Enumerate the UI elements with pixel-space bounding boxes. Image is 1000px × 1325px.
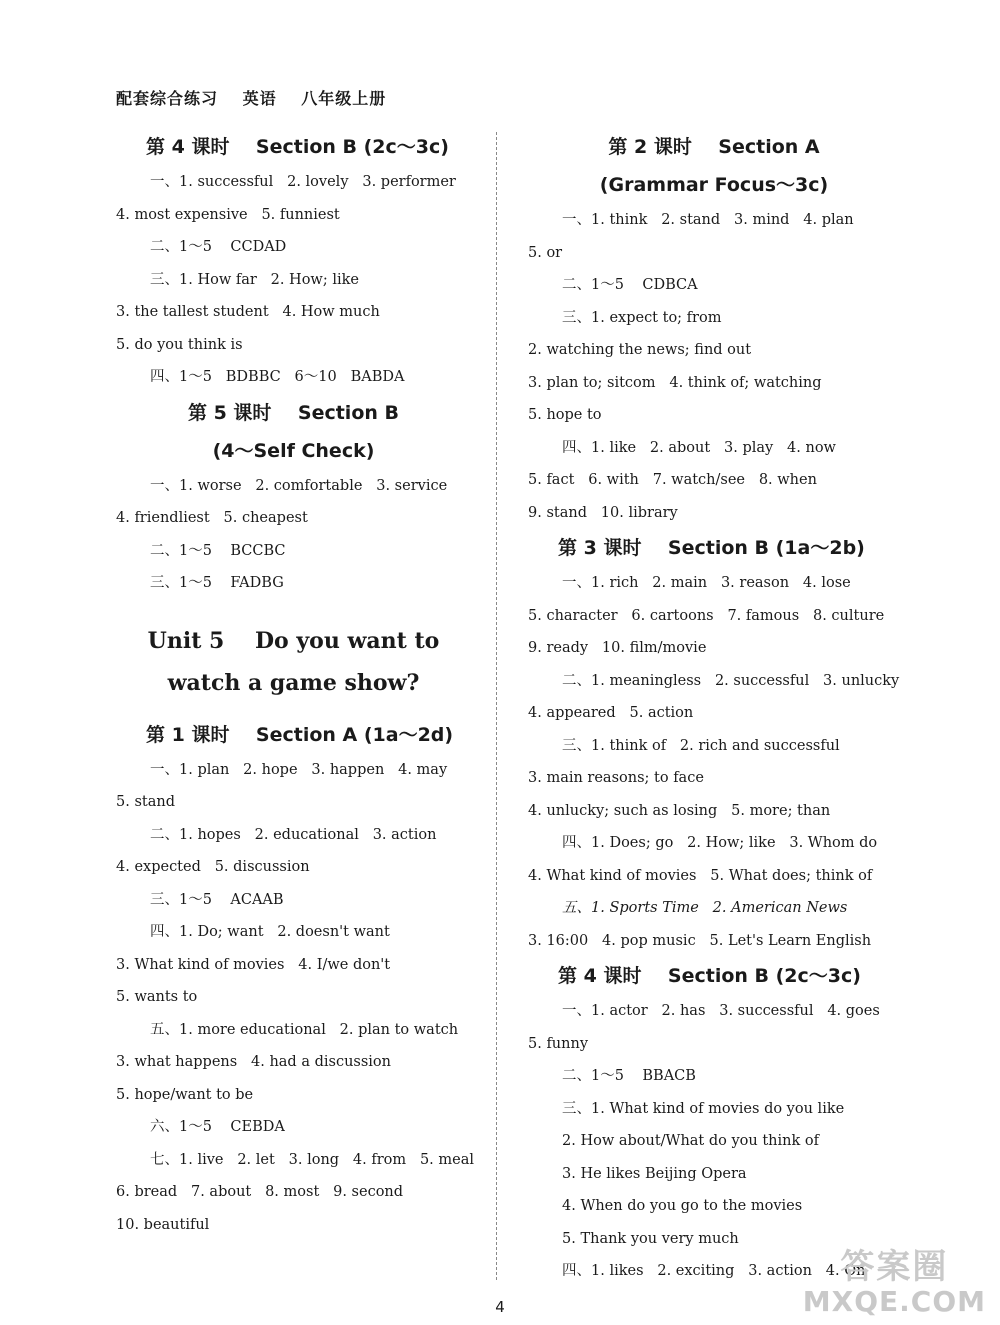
answer-line: 5. hope to (528, 407, 602, 423)
answer-line: 三、1. expect to; from (562, 309, 722, 326)
answer-line: 一、1. successful 2. lovely 3. performer (150, 174, 456, 190)
unit-title: Unit 5 Do you want to (147, 627, 440, 654)
lesson-1-title: 第 1 课时 Section A (1a～2d) (146, 723, 454, 746)
answer-line: 2. watching the news; find out (528, 342, 752, 358)
answer-line: 三、1～5 ACAAB (150, 891, 284, 908)
answer-line: 4. most expensive 5. funniest (116, 206, 340, 223)
answer-line: 6. bread 7. about 8. most 9. second (116, 1184, 404, 1200)
answer-line: 一、1. plan 2. hope 3. happen 4. may (150, 761, 448, 778)
column-divider (496, 132, 497, 1280)
answer-line: 3. what happens 4. had a discussion (116, 1054, 391, 1070)
answer-line: 5. character 6. cartoons 7. famous 8. culture (528, 607, 885, 624)
answer-line: 三、1～5 FADBG (150, 575, 284, 591)
answer-line: 一、1. rich 2. main 3. reason 4. lose (562, 575, 851, 591)
answer-line: 4. unlucky; such as losing 5. more; than (528, 802, 831, 819)
answer-line: 五、1. more educational 2. plan to watch (150, 1021, 459, 1038)
answer-line: 四、1. Does; go 2. How; like 3. Whom do (562, 835, 878, 851)
answer-line: 5. wants to (116, 989, 198, 1005)
unit-subtitle: watch a game show? (167, 669, 420, 696)
lesson-2-title: 第 2 课时 Section A (608, 136, 820, 158)
answer-line: 六、1～5 CEBDA (150, 1119, 285, 1135)
answer-line: 4. When do you go to the movies (562, 1198, 803, 1214)
answer-line: 3. What kind of movies 4. I/we don't (116, 956, 391, 973)
answer-line: 9. ready 10. film/movie (528, 640, 707, 656)
answer-line: 三、1. think of 2. rich and successful (562, 737, 840, 754)
lesson-4b-title: 第 4 课时 Section B (2c～3c) (558, 965, 861, 987)
answer-line: 四、1～5 BDBBC 6～10 BABDA (150, 369, 405, 385)
lesson-4-title: 第 4 课时 Section B (2c～3c) (146, 136, 449, 158)
answer-line: 四、1. likes 2. exciting 3. action 4. On (562, 1263, 866, 1279)
lesson-3-title: 第 3 课时 Section B (1a～2b) (558, 537, 865, 559)
lesson-5-title: 第 5 课时 Section B (187, 401, 399, 424)
answer-line: 10. beautiful (116, 1216, 210, 1233)
page-header (116, 86, 404, 109)
watermark-domain: MXQE.COM (802, 1285, 986, 1318)
spacer (116, 704, 471, 716)
answer-line: 四、1. Do; want 2. doesn't want (150, 924, 390, 940)
spacer (116, 600, 471, 620)
book-title: 配套综合练习 (116, 89, 219, 108)
answer-line: 3. 16:00 4. pop music 5. Let's Learn English (528, 932, 872, 949)
lesson-2-subtitle: (Grammar Focus～3c) (599, 174, 829, 196)
answer-line: 5. fact 6. with 7. watch/see 8. when (528, 472, 817, 488)
watermark (803, 1247, 986, 1317)
answer-line: 9. stand 10. library (528, 504, 678, 521)
answer-line: 5. stand (116, 794, 175, 810)
answer-line: 4. friendliest 5. cheapest (116, 510, 308, 526)
answer-line: 4. appeared 5. action (528, 705, 694, 721)
answer-line: 一、1. actor 2. has 3. successful 4. goes (562, 1003, 880, 1019)
answer-line: 四、1. like 2. about 3. play 4. now (562, 439, 836, 456)
answer-line: 3. plan to; sitcom 4. think of; watching (528, 374, 822, 391)
answer-line: 五、1. Sports Time 2. American News (562, 900, 848, 916)
answer-line: 二、1～5 BBACB (562, 1068, 696, 1084)
answer-line: 4. expected 5. discussion (116, 859, 310, 875)
answer-line: 5. funny (528, 1035, 589, 1052)
subject-label: 英语 (242, 89, 277, 108)
answer-line: 5. Thank you very much (562, 1230, 739, 1247)
lesson-5-subtitle: (4～Self Check) (212, 439, 375, 462)
answer-line: 4. What kind of movies 5. What does; think of (528, 867, 873, 884)
answer-line: 三、1. What kind of movies do you like (562, 1100, 845, 1117)
answer-line: 一、1. worse 2. comfortable 3. service (150, 477, 448, 494)
watermark-logo-text: 答案圈 (840, 1247, 949, 1287)
answer-line: 二、1. hopes 2. educational 3. action (150, 826, 437, 843)
page-number: 4 (495, 1298, 505, 1316)
grade-label: 八年级上册 (301, 89, 387, 108)
left-column (116, 128, 474, 1241)
answer-line: 七、1. live 2. let 3. long 4. from 5. meal (150, 1151, 474, 1168)
answer-line: 3. the tallest student 4. How much (116, 304, 380, 320)
answer-line: 二、1～5 CCDAD (150, 239, 287, 255)
answer-line: 二、1～5 CDBCA (562, 277, 698, 293)
answer-line: 二、1～5 BCCBC (150, 542, 286, 559)
answer-line: 一、1. think 2. stand 3. mind 4. plan (562, 212, 854, 228)
answer-line: 2. How about/What do you think of (562, 1133, 819, 1149)
answer-line: 5. hope/want to be (116, 1086, 254, 1103)
answer-line: 5. do you think is (116, 336, 243, 353)
answer-line: 二、1. meaningless 2. successful 3. unlucky (562, 672, 900, 689)
answer-line: 5. or (528, 244, 563, 261)
answer-line: 3. He likes Beijing Opera (562, 1165, 747, 1182)
answer-line: 三、1. How far 2. How; like (150, 271, 359, 288)
right-column (528, 128, 900, 1288)
answer-line: 3. main reasons; to face (528, 770, 704, 786)
